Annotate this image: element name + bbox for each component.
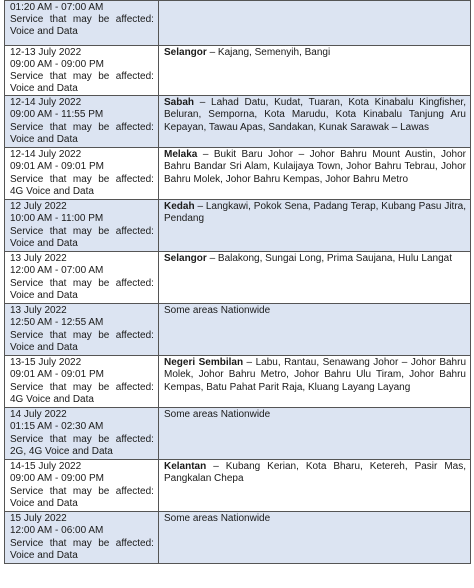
row-type: Voice and Data — [10, 26, 78, 38]
schedule-time-cell — [5, 356, 159, 408]
row-service: Service that may be affected: — [10, 173, 154, 185]
row-service: Service that may be affected: — [10, 537, 154, 549]
schedule-row — [5, 200, 471, 252]
row-time: 12:00 AM - 06:00 AM — [10, 525, 104, 537]
row-date: 14 July 2022 — [10, 409, 67, 421]
schedule-row — [5, 512, 471, 564]
row-time: 10:00 AM - 11:00 PM — [10, 213, 104, 225]
row-type: Voice and Data — [10, 549, 78, 561]
affected-areas-cell — [159, 252, 471, 304]
area-list: – Kajang, Semenyih, Bangi — [206, 47, 331, 58]
row-type: Voice and Data — [10, 497, 78, 509]
schedule-time-cell — [5, 46, 159, 96]
row-type: 4G Voice and Data — [10, 185, 94, 197]
area-list: Some areas Nationwide — [164, 513, 271, 525]
row-date: 13 July 2022 — [10, 305, 67, 317]
row-service: Service that may be affected: — [10, 381, 154, 393]
schedule-row — [5, 46, 471, 96]
schedule-time-cell — [5, 96, 159, 148]
state-name: Selangor — [164, 253, 207, 265]
row-service: Service that may be affected: — [10, 277, 154, 289]
affected-areas-cell — [159, 304, 471, 356]
affected-areas-cell — [159, 96, 471, 148]
state-name: Melaka — [164, 149, 198, 161]
affected-areas-cell — [159, 200, 471, 252]
area-list: – Bukit Baru Johor – Johor Bahru Mount Austin, Johor Bahru Bandar Sri Alam, Kulaijaya Town, Johor Bahru Tebrau, Johor Bahru Molek, Johor Bahru Kempas, Johor Bahru Metro — [164, 149, 466, 185]
schedule-time-cell — [5, 460, 159, 512]
row-type: Voice and Data — [10, 83, 78, 95]
maintenance-schedule-table — [4, 0, 471, 564]
row-service: Service that may be affected: — [10, 225, 154, 237]
schedule-time-cell — [5, 304, 159, 356]
row-type: Voice and Data — [10, 237, 78, 249]
schedule-time-cell — [5, 200, 159, 252]
schedule-row — [5, 304, 471, 356]
schedule-time-cell — [5, 148, 159, 200]
schedule-time-cell — [5, 408, 159, 460]
row-service: Service that may be affected: — [10, 485, 154, 497]
row-date: 12-13 July 2022 — [10, 47, 82, 58]
row-time: 09:01 AM - 09:01 PM — [10, 369, 104, 381]
affected-areas-cell — [159, 1, 471, 46]
row-date: 12 July 2022 — [10, 201, 67, 213]
affected-areas-cell — [159, 512, 471, 564]
schedule-time-cell — [5, 252, 159, 304]
affected-areas-cell — [159, 46, 471, 96]
row-service: Service that may be affected: — [10, 433, 154, 445]
row-date: 12-14 July 2022 — [10, 149, 82, 161]
row-type: 4G Voice and Data — [10, 393, 94, 405]
row-time: 12:50 AM - 12:55 AM — [10, 317, 104, 329]
state-name: Negeri Sembilan — [164, 357, 244, 369]
schedule-time-cell — [5, 1, 159, 46]
affected-areas-cell — [159, 408, 471, 460]
area-list: – Langkawi, Pokok Sena, Padang Terap, Kubang Pasu Jitra, Pendang — [164, 201, 466, 225]
area-list: – Labu, Rantau, Senawang Johor – Johor Bahru Molek, Johor Bahru Metro, Johor Bahru Ulu Tiram, Johor Bahru Kempas, Batu Pahat Parit Raja, Kluang Layang Layang — [164, 357, 467, 393]
schedule-row — [5, 1, 471, 46]
row-type: Voice and Data — [10, 289, 78, 301]
area-list: Some areas Nationwide — [164, 305, 271, 317]
schedule-row — [5, 96, 471, 148]
row-type: Voice and Data — [10, 341, 78, 353]
row-date: 14-15 July 2022 — [10, 461, 82, 473]
row-time: 01:20 AM - 07:00 AM — [10, 2, 104, 13]
schedule-row — [5, 252, 471, 304]
state-name: Sabah — [164, 97, 195, 109]
schedule-row — [5, 408, 471, 460]
schedule-time-cell — [5, 512, 159, 564]
area-list: – Lahad Datu, Kudat, Tuaran, Kota Kinabalu Kingfisher, Beluran, Semporna, Kota Marudu, Kota Kinabalu Tanjung Aru Kepayan, Tawau Apas, Sandakan, Kunak Sarawak – Lawas — [164, 97, 466, 133]
affected-areas-cell — [159, 148, 471, 200]
row-service: Service that may be affected: — [10, 71, 154, 83]
row-time: 01:15 AM - 02:30 AM — [10, 421, 104, 433]
row-type: 2G, 4G Voice and Data — [10, 445, 113, 457]
state-name: Kelantan — [164, 461, 207, 473]
affected-areas-cell — [159, 356, 471, 408]
area-list: – Balakong, Sungai Long, Prima Saujana, Hulu Langat — [206, 253, 452, 265]
row-service: Service that may be affected: — [10, 329, 154, 341]
schedule-row — [5, 460, 471, 512]
state-name: Selangor — [164, 47, 207, 58]
schedule-body — [5, 1, 471, 564]
row-date: 15 July 2022 — [10, 513, 67, 525]
area-list: – Kubang Kerian, Kota Bharu, Ketereh, Pasir Mas, Pangkalan Chepa — [164, 461, 466, 485]
area-list: Some areas Nationwide — [164, 409, 271, 421]
row-date: 13-15 July 2022 — [10, 357, 82, 369]
state-name: Kedah — [164, 201, 195, 213]
row-time: 09:00 AM - 09:00 PM — [10, 473, 104, 485]
schedule-row — [5, 148, 471, 200]
row-service: Service that may be affected: — [10, 121, 154, 133]
row-time: 09:00 AM - 11:55 PM — [10, 109, 104, 121]
row-date: 12-14 July 2022 — [10, 97, 82, 109]
row-date: 13 July 2022 — [10, 253, 67, 265]
row-service: Service that may be affected: — [10, 14, 154, 26]
schedule-row — [5, 356, 471, 408]
row-time: 12:00 AM - 07:00 AM — [10, 265, 104, 277]
affected-areas-cell — [159, 460, 471, 512]
row-time: 09:00 AM - 09:00 PM — [10, 59, 104, 71]
row-type: Voice and Data — [10, 133, 78, 145]
row-time: 09:01 AM - 09:01 PM — [10, 161, 104, 173]
